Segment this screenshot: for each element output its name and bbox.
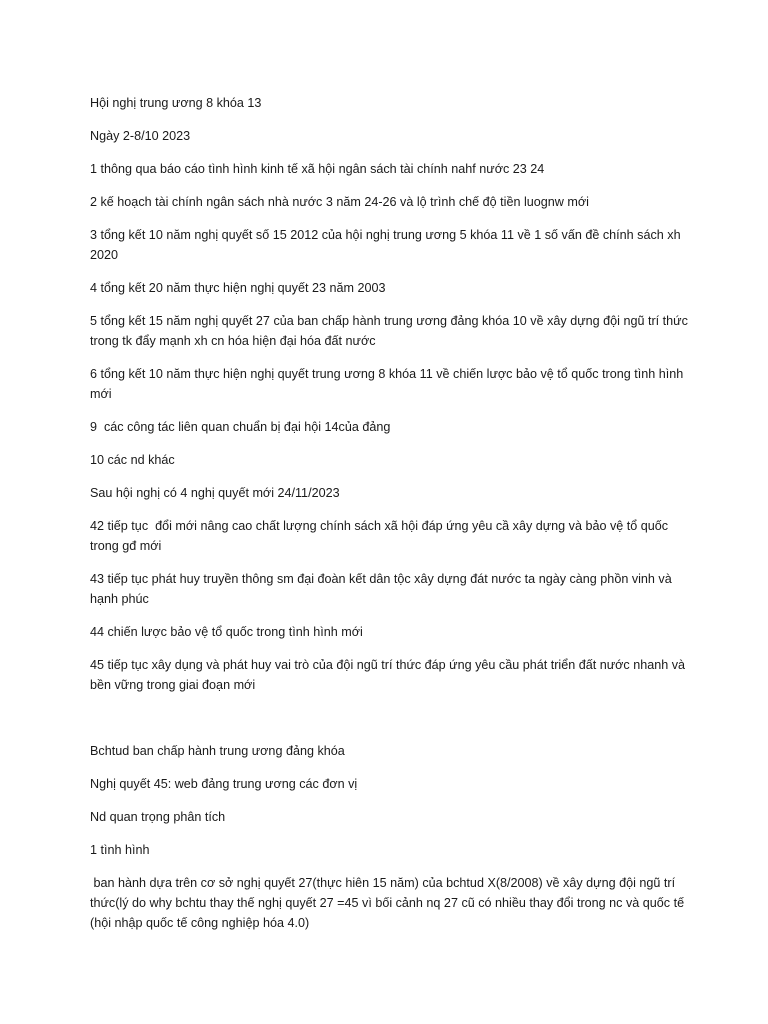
agenda-item-6: 6 tổng kết 10 năm thực hiện nghị quyết trung ương 8 khóa 11 về chiến lược bảo vệ tổ quốc trong tình hình mới	[90, 367, 687, 401]
agenda-item-1: 1 thông qua báo cáo tình hình kinh tế xã hội ngân sách tài chính nahf nước 23 24	[90, 162, 545, 176]
blank-spacer	[90, 708, 690, 741]
agenda-item-5: 5 tổng kết 15 năm nghị quyết 27 của ban chấp hành trung ương đảng khóa 10 về xây dựng đội ngũ trí thức trong tk đẩy mạnh xh cn hóa hiện đại hóa đất nước	[90, 314, 695, 348]
abbreviation-note: Bchtud ban chấp hành trung ương đảng khóa	[90, 744, 345, 758]
document-body	[90, 93, 695, 946]
agenda-item-3: 3 tổng kết 10 năm nghị quyết số 15 2012 của hội nghị trung ương 5 khóa 11 về 1 số vấn đề chính sách xh 2020	[90, 228, 685, 262]
resolution-42: 42 tiếp tục đổi mới nâng cao chất lượng chính sách xã hội đáp ứng yêu cầ xây dựng và bảo vệ tổ quốc trong gđ mới	[90, 519, 672, 553]
situation-body: ban hành dựa trên cơ sở nghị quyết 27(thực hiên 15 năm) của bchtud X(8/2008) về xây dựng đội ngũ trí thức(lý do why bchtu thay thế nghị quyết 27 =45 vì bối cảnh nq 27 cũ có nhiều thay đổi trong nc và quốc tế (hội nhập quốc tế công nghiệp hóa 4.0)	[90, 876, 688, 930]
heading-conference: Hội nghị trung ương 8 khóa 13	[90, 96, 262, 110]
resolution-45: 45 tiếp tục xây dụng và phát huy vai trò của đội ngũ trí thức đáp ứng yêu cầu phát triển đất nước nhanh và bền vững trong giai đoạn mới	[90, 658, 689, 692]
agenda-item-2: 2 kế hoạch tài chính ngân sách nhà nước 3 năm 24-26 và lộ trình chế độ tiền luognw mới	[90, 195, 589, 209]
resolution-45-source: Nghị quyết 45: web đảng trung ương các đơn vị	[90, 777, 358, 791]
analysis-heading: Nd quan trọng phân tích	[90, 810, 226, 824]
agenda-item-10: 10 các nd khác	[90, 453, 175, 467]
agenda-item-4: 4 tổng kết 20 năm thực hiện nghị quyết 23 năm 2003	[90, 281, 386, 295]
resolution-43: 43 tiếp tục phát huy truyền thông sm đại đoàn kết dân tộc xây dựng đát nước ta ngày càng phồn vinh và hạnh phúc	[90, 572, 676, 606]
date-line: Ngày 2-8/10 2023	[90, 129, 191, 143]
agenda-item-9: 9 các công tác liên quan chuẩn bị đại hội 14của đảng	[90, 420, 391, 434]
resolutions-intro: Sau hội nghị có 4 nghị quyết mới 24/11/2023	[90, 486, 340, 500]
section-situation: 1 tình hình	[90, 843, 150, 857]
resolution-44: 44 chiến lược bảo vệ tổ quốc trong tình hình mới	[90, 625, 363, 639]
